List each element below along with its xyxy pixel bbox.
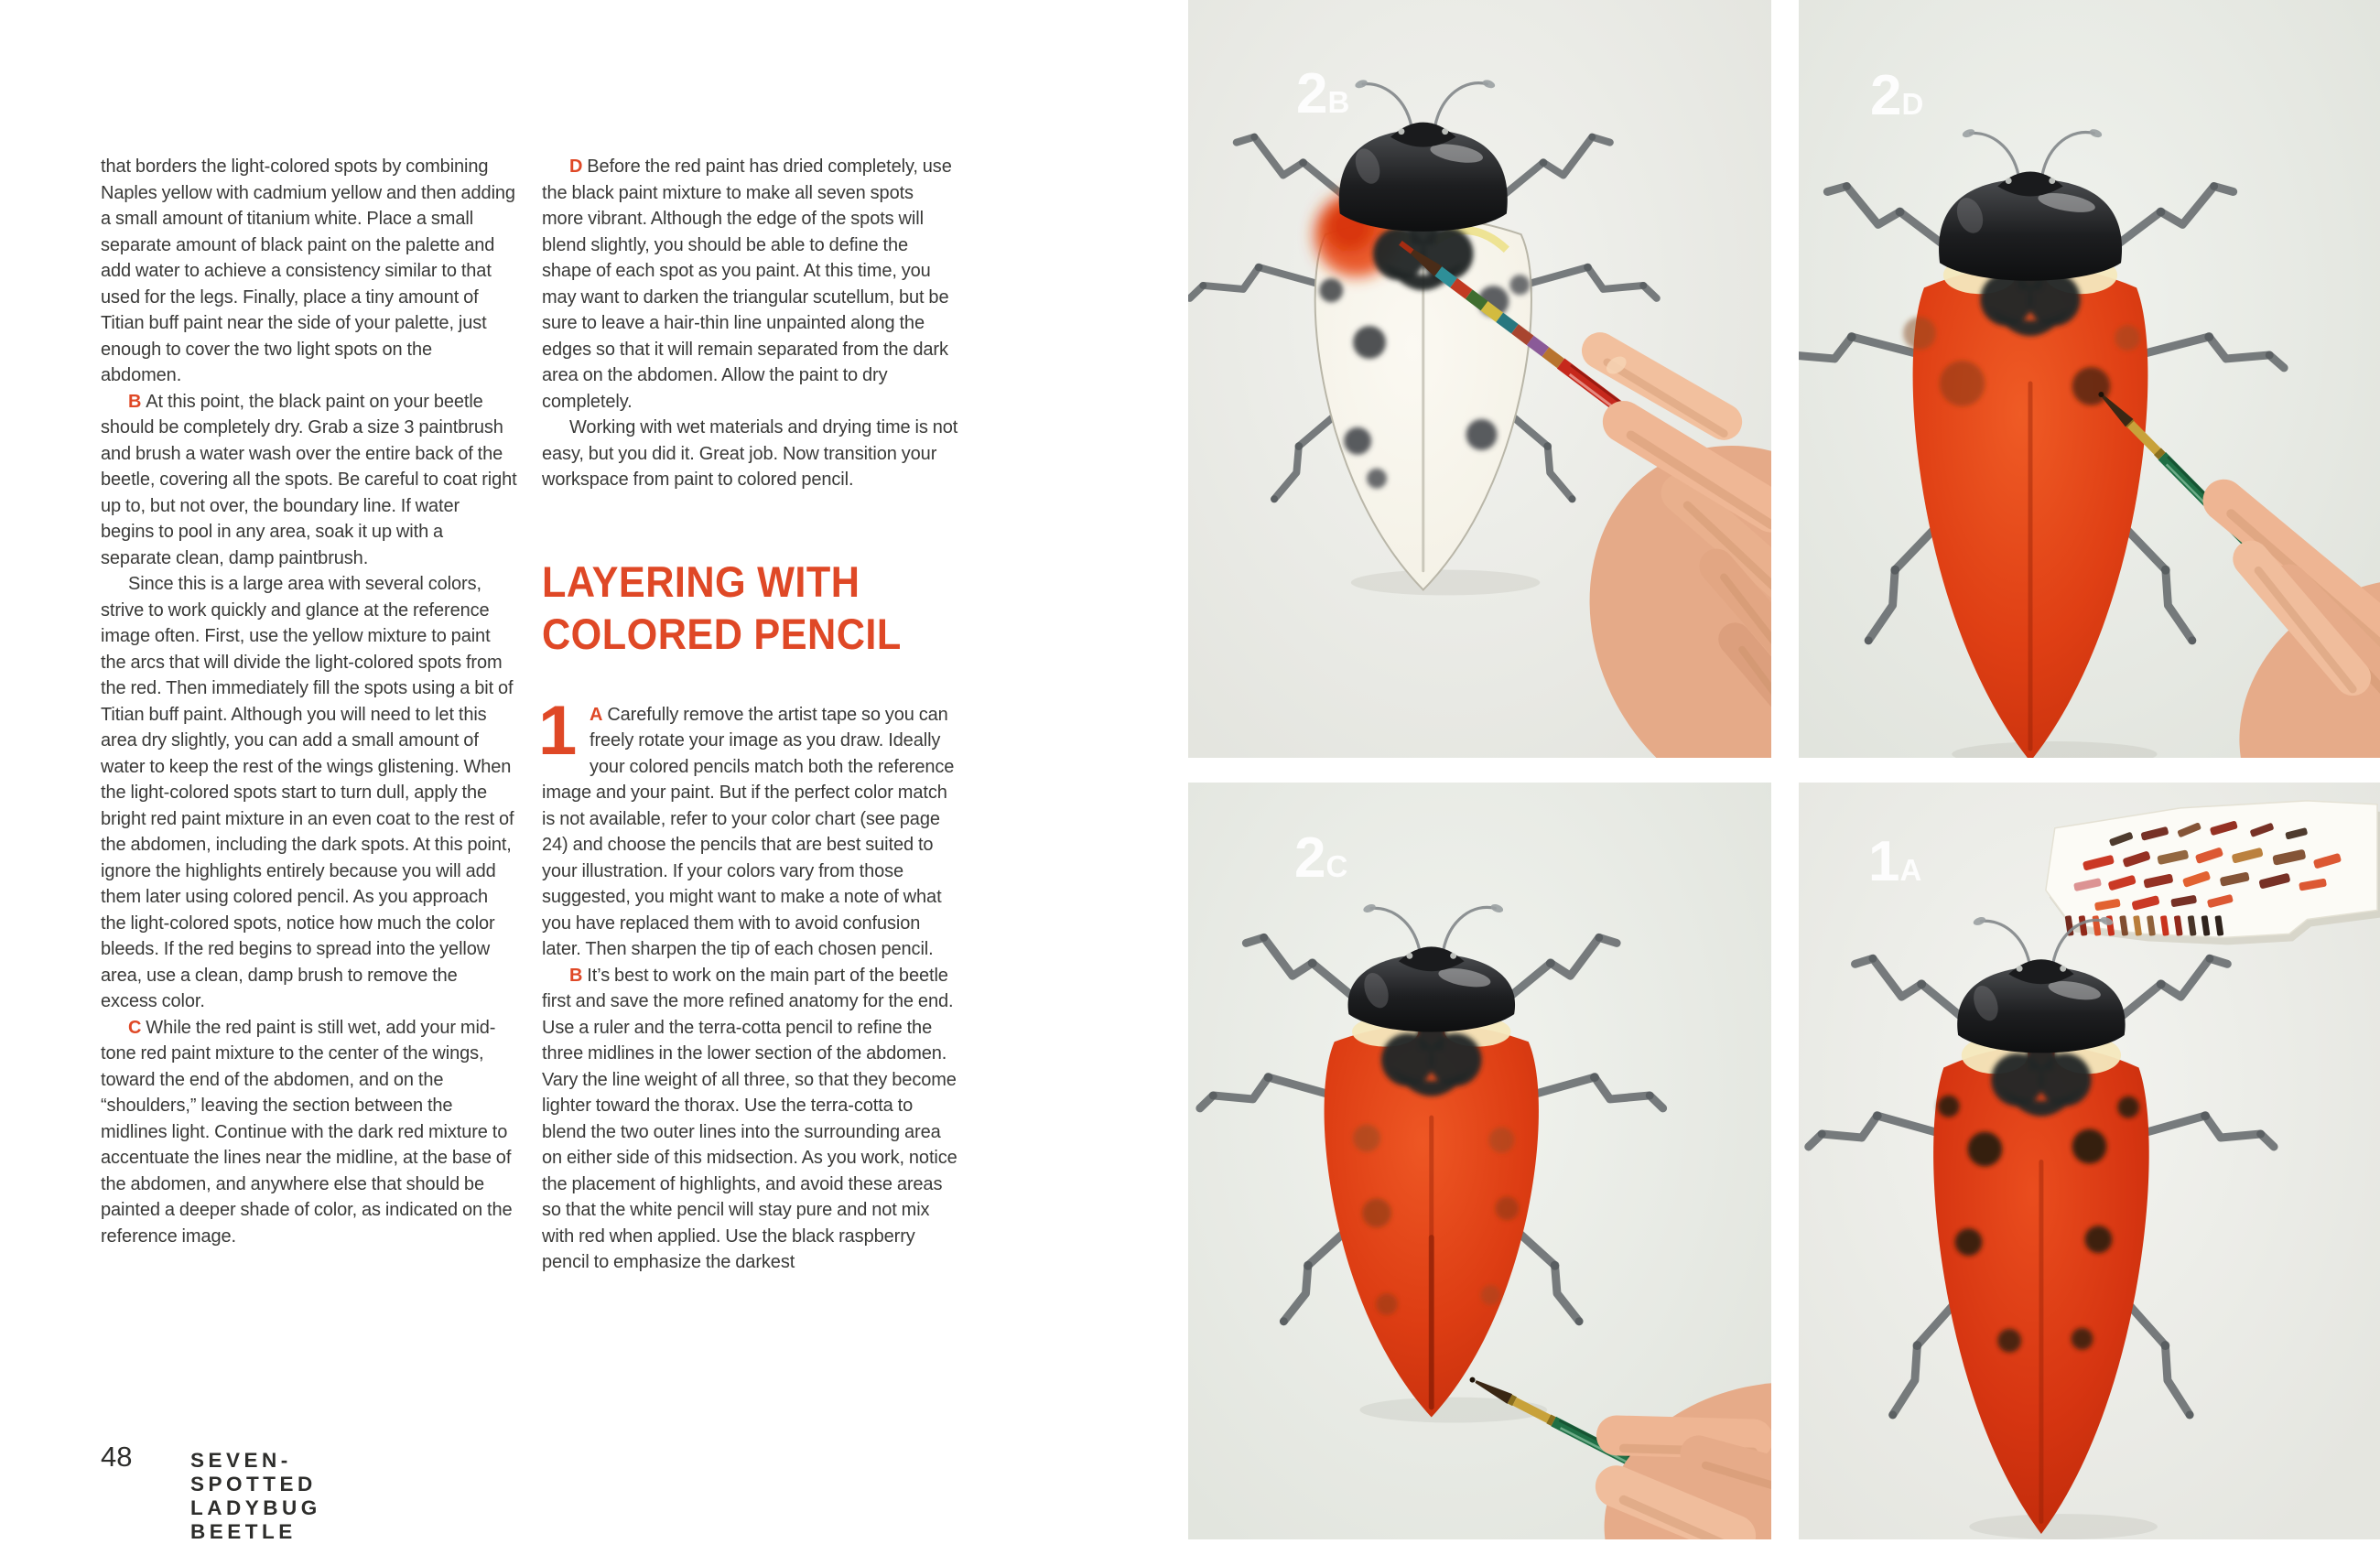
text-column-1: [101, 154, 517, 1249]
ladybug-illustration: [1809, 915, 2274, 1539]
paragraph-letter-marker: D: [569, 157, 583, 177]
body-paragraph: B It’s best to work on the main part of the beetle first and save the more refined anatomy for the end. Use a ruler and the terra-cotta pencil to refine the three midlines in the lower section of the abdomen. Vary the line weight of all three, so that they become lighter toward the thorax. Use the terra-cotta to blend the two outer lines into the surrounding area on either side of this midsection. As you work, notice the placement of highlights, and avoid these areas so that the white pencil will stay pure and not mix with red when applied. Use the black raspberry pencil to emphasize the darkest: [542, 965, 957, 1272]
step-number: 1: [538, 691, 578, 770]
photo-2b-illustration: [1188, 0, 1771, 758]
body-paragraph: C While the red paint is still wet, add your mid-tone red paint mixture to the center of the wings, toward the end of the abdomen, and on the “shoulders,” leaving the section between the midlines light. Continue with the dark red mixture to accentuate the lines near the midline, at the base of the abdomen, and anywhere else that should be painted a deeper shade of color, as indicated on the reference image.: [101, 1017, 513, 1247]
paragraph-letter-marker: C: [128, 1017, 142, 1038]
column2-bottom-paragraphs: [542, 963, 958, 1276]
photo-step-1a: [1799, 783, 2380, 1539]
body-paragraph: B At this point, the black paint on your beetle should be completely dry. Grab a size 3 paintbrush and brush a water wash over the entire back of the beetle, covering all the spots. Be careful to coat right up to, but not over, the boundary line. If water begins to pool in any area, soak it up with a separate clean, damp paintbrush.: [101, 391, 517, 568]
body-paragraph: Since this is a large area with several colors, strive to work quickly and glance at the reference image often. First, use the yellow mixture to paint the arcs that will divide the light-colored spots from the red. Then immediately fill the spots using a bit of Titian buff paint. Although you will need to let this area dry slightly, you can add a small amount of water to keep the rest of the wings glistening. When the light-colored spots start to turn dull, apply the bright red paint mixture in an even coat to the rest of the abdomen, including the dark spots. At this point, ignore the highlights entirely because you will add them later using colored pencil. As you approach the light-colored spots, notice how much the color bleeds. If the red begins to spread into the yellow area, use a clean, damp brush to remove the excess color.: [101, 574, 514, 1011]
text-column-2: [538, 154, 958, 1276]
paragraph-letter-marker: B: [569, 965, 583, 986]
step-letter-marker: A: [590, 704, 603, 725]
photo-label-1a: 1A: [1868, 830, 1922, 893]
photo-step-2d: [1799, 0, 2380, 758]
step-paragraph: [542, 702, 958, 963]
photo-label-2d: 2D: [1870, 64, 1924, 127]
photo-step-2c: [1188, 783, 1771, 1539]
body-paragraph: Working with wet materials and drying time is not easy, but you did it. Great job. Now transition your workspace from paint to colored pencil.: [542, 417, 958, 490]
column2-top-paragraphs: [542, 154, 958, 493]
body-paragraph: that borders the light-colored spots by combining Naples yellow with cadmium yellow and then adding a small amount of titanium white. Place a small separate amount of black paint on the palette and add water to achieve a consistency similar to that used for the legs. Finally, place a tiny amount of Titian buff paint near the side of your palette, just enough to cover the two light spots on the abdomen.: [101, 157, 515, 385]
photo-label-2b: 2B: [1296, 62, 1350, 125]
photo-2c-illustration: [1188, 783, 1771, 1539]
page-number: 48: [101, 1441, 133, 1473]
ladybug-illustration: [1799, 128, 2284, 758]
ladybug-illustration: [1190, 79, 1657, 596]
photo-step-2b: [1188, 0, 1771, 758]
ladybug-illustration: [1200, 902, 1663, 1422]
photo-label-2c: 2C: [1294, 826, 1348, 890]
paragraph-letter-marker: B: [128, 391, 142, 412]
section-heading-line1: LAYERING WITH: [542, 556, 860, 606]
step-1-block: [538, 691, 958, 963]
section-heading: [542, 556, 925, 660]
swatch-paper: [2046, 801, 2380, 945]
photo-1a-illustration: [1799, 783, 2380, 1539]
running-footer-title: SEVEN-SPOTTED LADYBUG BEETLE: [190, 1449, 321, 1543]
step-text: Carefully remove the artist tape so you can freely rotate your image as you draw. Ideally your colored pencils match both the reference image and your paint. But if the perfect color match is not available, refer to your color chart (see page 24) and choose the pencils that are best suited to your illustration. If your colors vary from those suggested, you might want to make a note of what you have replaced them with to avoid confusion later. Then sharpen the tip of each chosen pencil.: [542, 704, 955, 959]
artist-hand: [1580, 1352, 1771, 1539]
section-heading-line2: COLORED PENCIL: [542, 609, 902, 658]
body-paragraph: D Before the red paint has dried completely, use the black paint mixture to make all seven spots more vibrant. Although the edge of the spots will blend slightly, you should be able to define the shape of each spot as you paint. At this time, you may want to darken the triangular scutellum, but be sure to leave a hair-thin line unpainted along the edges so that it will remain separated from the dark area on the abdomen. Allow the paint to dry completely.: [542, 157, 952, 412]
artist-hand: [2190, 501, 2380, 758]
